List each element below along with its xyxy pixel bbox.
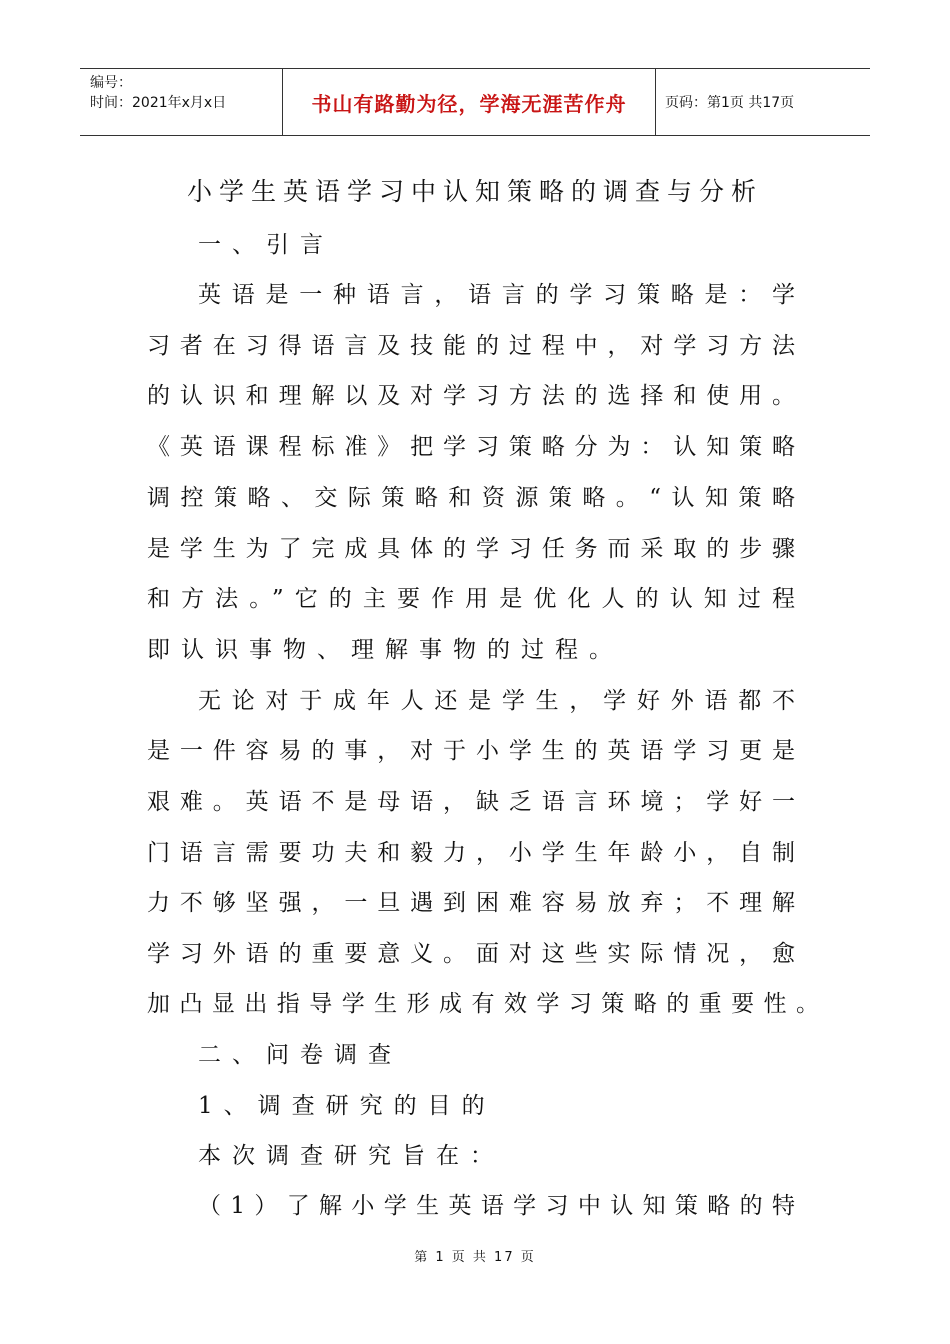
paragraph-line: （1）了解小学生英语学习中认知策略的特 (198, 1193, 795, 1219)
paragraph-line: 力不够坚强，一旦遇到困难容易放弃；不理解 (147, 890, 795, 916)
paragraph-line: 《英语课程标准》把学习策略分为：认知策略 (147, 434, 795, 460)
paragraph-line: 的认识和理解以及对学习方法的选择和使用。 (147, 383, 795, 409)
paragraph-line: 无论对于成年人还是学生，学好外语都不 (198, 688, 795, 714)
subsection-heading: 1、调查研究的目的 (198, 1093, 496, 1119)
paragraph-line: 英语是一种语言，语言的学习策略是：学 (198, 282, 795, 308)
paragraph-line: 学习外语的重要意义。面对这些实际情况，愈 (147, 941, 795, 967)
document-title: 小学生英语学习中认知策略的调查与分析 (186, 177, 763, 206)
header-meta (80, 69, 282, 135)
paragraph-line: 是一件容易的事，对于小学生的英语学习更是 (147, 738, 795, 764)
paragraph-line: 调控策略、交际策略和资源策略。“认知策略 (147, 485, 795, 511)
paragraph-line: 是学生为了完成具体的学习任务而采取的步骤 (147, 536, 795, 562)
paragraph-line: 门语言需要功夫和毅力，小学生年龄小，自制 (147, 840, 795, 866)
paragraph-line: 艰难。英语不是母语，缺乏语言环境；学好一 (147, 789, 795, 815)
paragraph-line: 加凸显出指导学生形成有效学习策略的重要性。 (147, 991, 819, 1017)
date-label: 时间：2021年x月x日 (90, 95, 227, 111)
header-page-info: 页码：第1页 共17页 (665, 95, 795, 111)
section-heading: 一、引言 (198, 232, 334, 258)
paragraph-line: 本次调查研究旨在： (198, 1143, 504, 1169)
section-heading: 二、问卷调查 (198, 1042, 402, 1068)
header-motto (282, 69, 656, 135)
paragraph-line: 即认识事物、理解事物的过程。 (147, 637, 623, 663)
paragraph-line: 和方法。”它的主要作用是优化人的认知过程 (147, 586, 795, 612)
motto-text: 书山有路勤为径，学海无涯苦作舟 (311, 91, 627, 116)
paragraph-line: 习者在习得语言及技能的过程中，对学习方法 (147, 333, 795, 359)
document-header (80, 68, 870, 136)
number-label: 编号： (90, 75, 132, 91)
page-footer: 第 1 页 共 17 页 (414, 1250, 536, 1265)
